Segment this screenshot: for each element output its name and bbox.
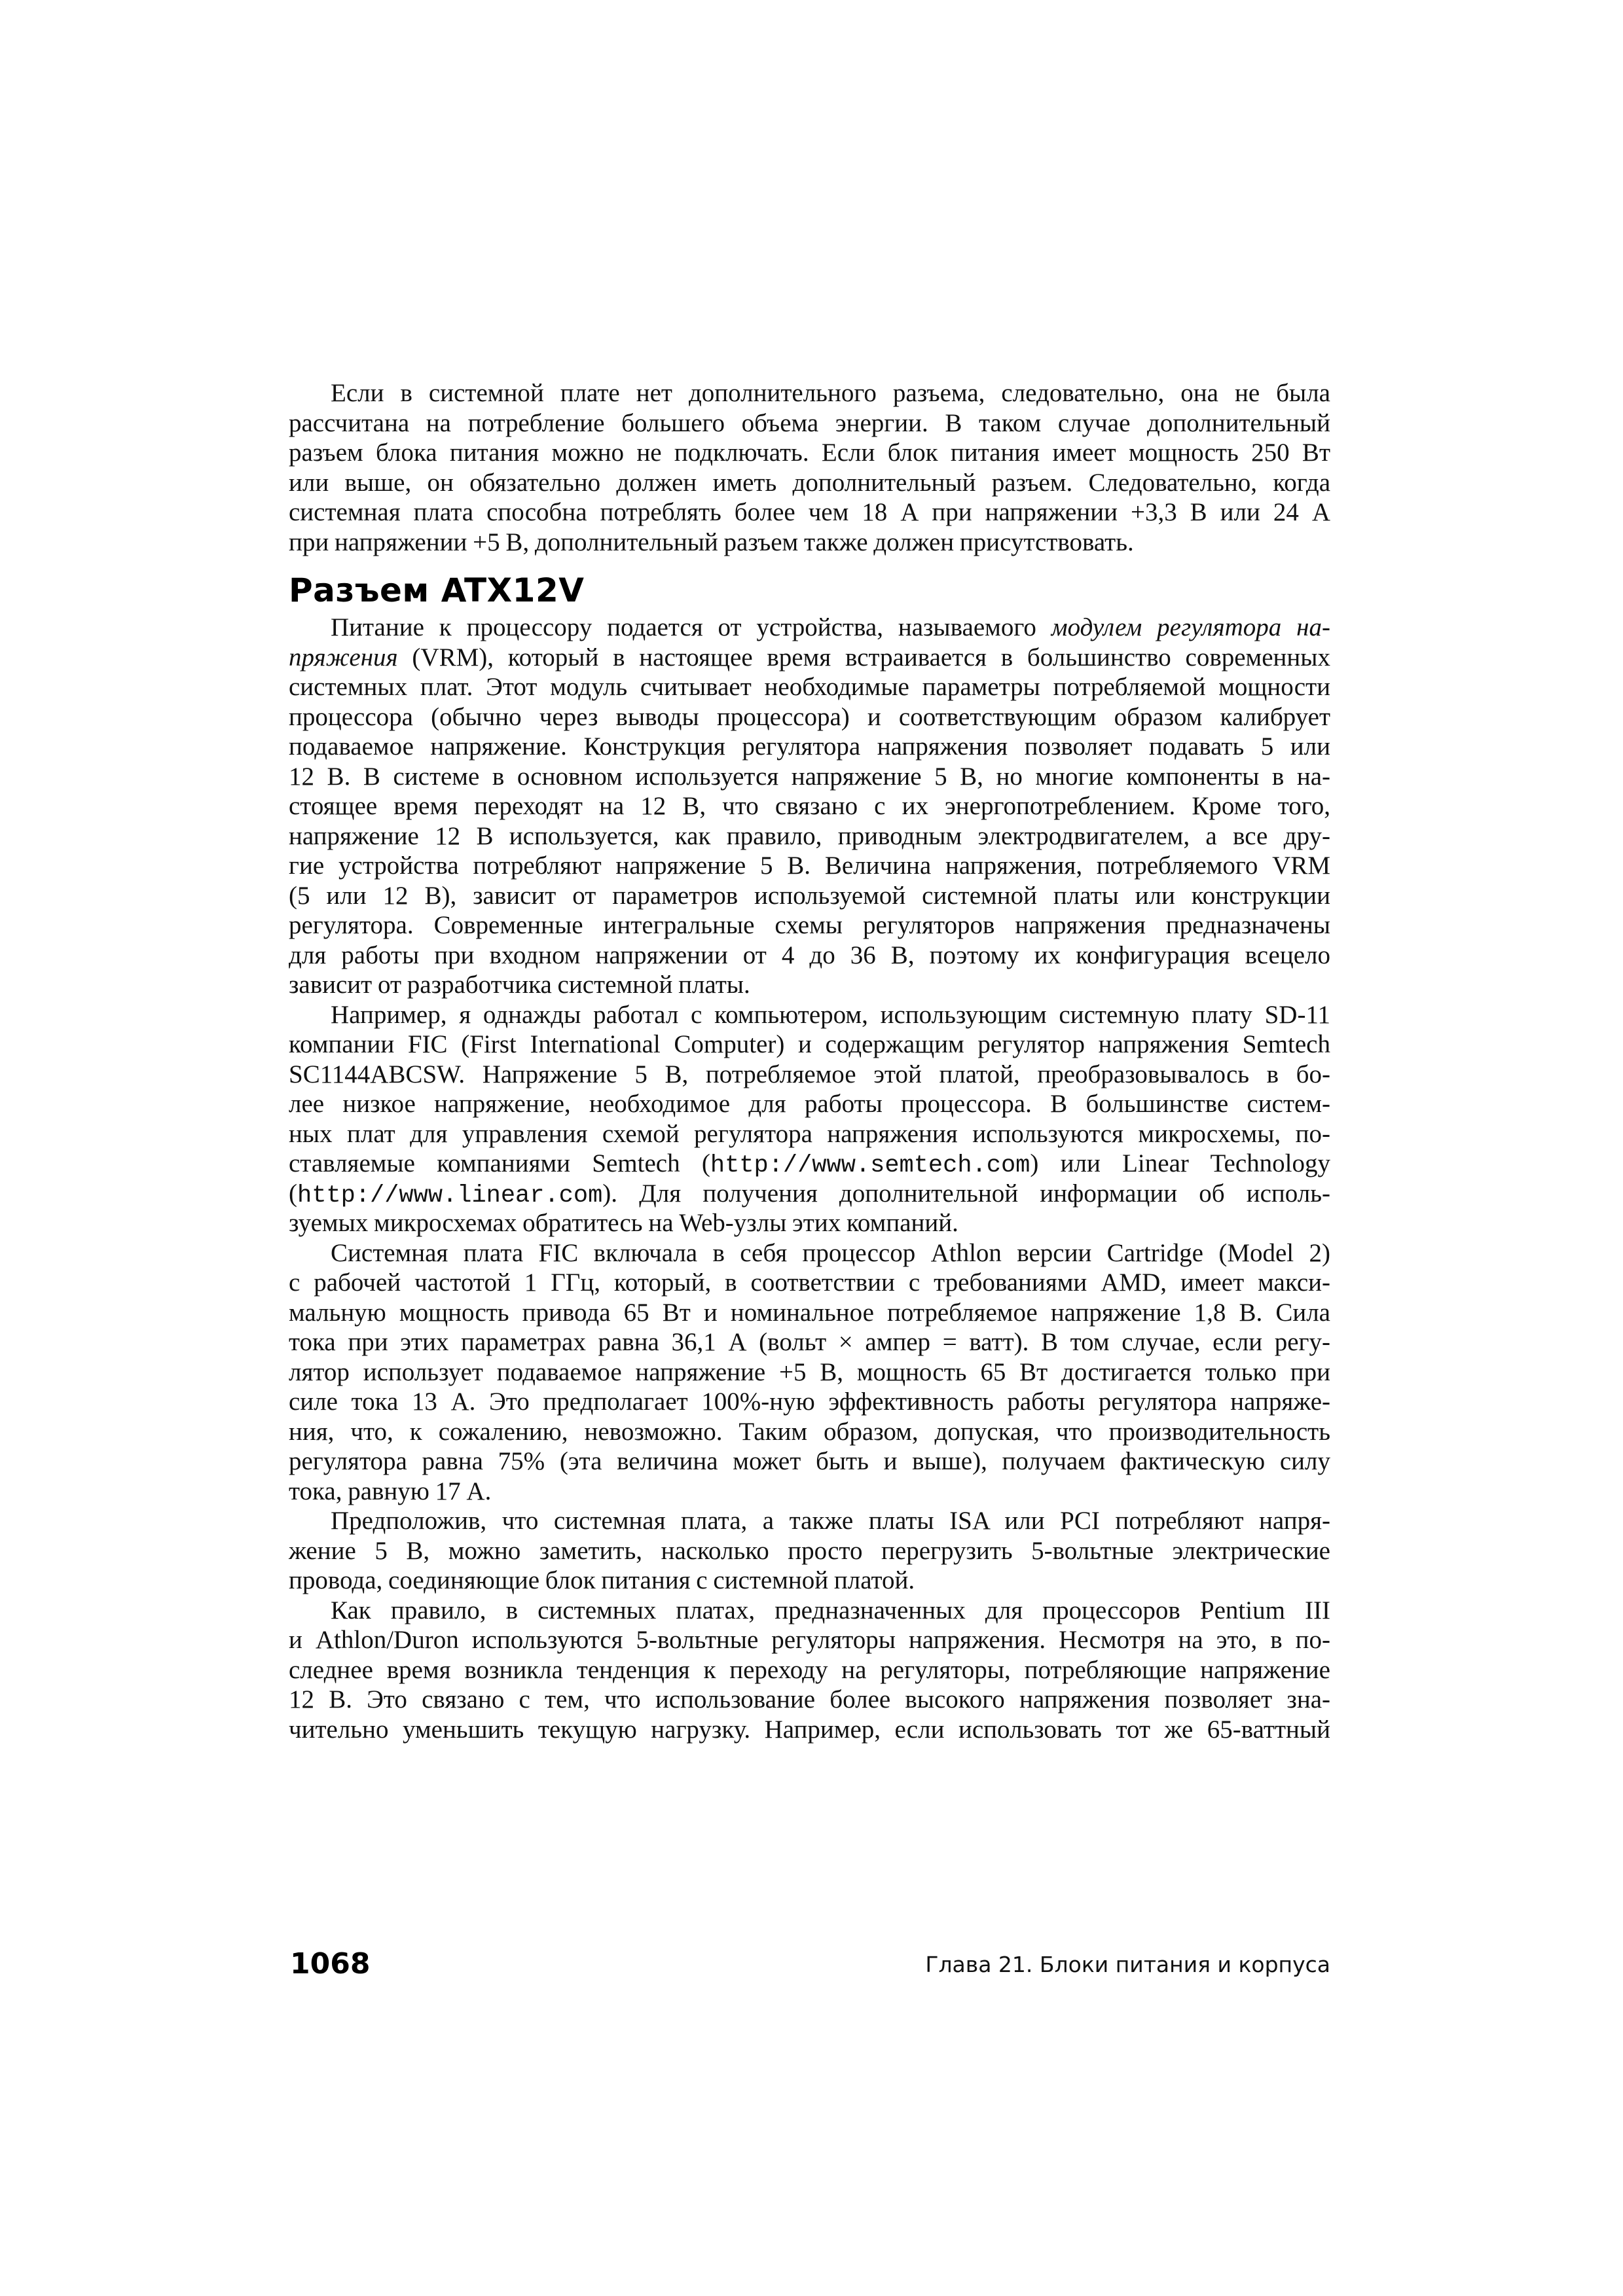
text-run: Если в системной плате нет дополнительного разъема, следовательно, она не была bbox=[331, 379, 1330, 407]
text-run: следнее время возникла тенденция к переходу на регуляторы, потребляющие напряжение bbox=[289, 1655, 1330, 1684]
text-run: для работы при входном напряжении от 4 до 36 В, поэтому их конфигурация всецело bbox=[289, 941, 1330, 969]
text-line bbox=[289, 1208, 1330, 1238]
text-run: Например, я однажды работал с компьютером, использующим системную плату SD-11 bbox=[331, 1000, 1330, 1029]
text-run: Предположив, что системная плата, а также платы ISA или PCI потребляют напря- bbox=[331, 1507, 1330, 1535]
paragraph bbox=[289, 1506, 1330, 1596]
text-line bbox=[289, 821, 1330, 852]
paragraph bbox=[289, 613, 1330, 1000]
text-line bbox=[289, 1119, 1330, 1149]
text-run: провода, соединяющие блок питания с системной платой. bbox=[289, 1566, 915, 1594]
italic-term: пряжения bbox=[289, 643, 398, 672]
text-line bbox=[289, 1089, 1330, 1119]
italic-term: модулем регулятора на- bbox=[1051, 613, 1330, 641]
text-run: ) или Linear Technology bbox=[1030, 1149, 1330, 1177]
text-run: процессора (обычно через выводы процессора) и соответствующим образом калибрует bbox=[289, 702, 1330, 731]
text-line bbox=[289, 1625, 1330, 1655]
text-line bbox=[289, 1596, 1330, 1626]
text-line bbox=[289, 1238, 1330, 1268]
text-run: (VRM), который в настоящее время встраивается в большинство современных bbox=[397, 643, 1330, 672]
text-line bbox=[289, 1477, 1330, 1507]
text-line bbox=[289, 910, 1330, 941]
text-line bbox=[289, 1685, 1330, 1715]
text-run: ния, что, к сожалению, невозможно. Таким образом, допуская, что производительность bbox=[289, 1417, 1330, 1446]
text-run: ставляемые компаниями Semtech ( bbox=[289, 1149, 710, 1177]
url-text: http://www.linear.com bbox=[297, 1181, 603, 1210]
text-line bbox=[289, 1268, 1330, 1298]
text-line bbox=[289, 1000, 1330, 1030]
text-line bbox=[289, 1417, 1330, 1447]
text-run: компании FIC (First International Computer) и содержащим регулятор напряжения Semtech bbox=[289, 1030, 1330, 1058]
text-line bbox=[289, 970, 1330, 1000]
text-line bbox=[289, 881, 1330, 911]
text-line bbox=[289, 702, 1330, 732]
text-run: 12 В. Это связано с тем, что использование более высокого напряжения позволяет зна- bbox=[289, 1685, 1330, 1713]
text-line bbox=[289, 613, 1330, 643]
text-line bbox=[289, 1655, 1330, 1685]
text-run: Как правило, в системных платах, предназначенных для процессоров Pentium III bbox=[331, 1596, 1330, 1624]
text-run: чительно уменьшить текущую нагрузку. Например, если использовать тот же 65-ваттный bbox=[289, 1715, 1330, 1744]
text-line bbox=[289, 762, 1330, 792]
text-line bbox=[289, 672, 1330, 702]
text-run: разъем блока питания можно не подключать. Если блок питания имеет мощность 250 Вт bbox=[289, 439, 1330, 467]
text-run: ных плат для управления схемой регулятора напряжения используются микросхемы, по- bbox=[289, 1119, 1330, 1148]
text-run: зависит от разработчика системной платы. bbox=[289, 971, 750, 999]
text-run: регулятора равна 75% (эта величина может быть и выше), получаем фактическую силу bbox=[289, 1447, 1330, 1475]
text-run: при напряжении +5 В, дополнительный разъем также должен присутствовать. bbox=[289, 528, 1134, 556]
paragraph bbox=[289, 1000, 1330, 1238]
text-line bbox=[289, 1446, 1330, 1477]
text-run: и Athlon/Duron используются 5-вольтные регуляторы напряжения. Несмотря на это, в по- bbox=[289, 1626, 1330, 1654]
text-run: регулятора. Современные интегральные схемы регуляторов напряжения предназначены bbox=[289, 911, 1330, 939]
text-run: Питание к процессору подается от устройства, называемого bbox=[331, 613, 1051, 641]
page-number: 1068 bbox=[290, 1947, 371, 1981]
running-footer-chapter-title: Глава 21. Блоки питания и корпуса bbox=[925, 1952, 1330, 1977]
text-run: ). Для получения дополнительной информации об исполь- bbox=[602, 1179, 1330, 1208]
text-line bbox=[289, 851, 1330, 881]
section-heading: Разъем ATX12V bbox=[289, 571, 585, 609]
text-line bbox=[289, 468, 1330, 498]
text-line bbox=[289, 438, 1330, 468]
text-run: системных плат. Этот модуль считывает необходимые параметры потребляемой мощности bbox=[289, 673, 1330, 701]
text-line bbox=[289, 1715, 1330, 1745]
text-line bbox=[289, 408, 1330, 439]
text-line bbox=[289, 1030, 1330, 1060]
text-line bbox=[289, 1357, 1330, 1388]
text-run: стоящее время переходят на 12 В, что связано с их энергопотреблением. Кроме того, bbox=[289, 792, 1330, 820]
text-line bbox=[289, 791, 1330, 821]
text-line bbox=[289, 1149, 1330, 1179]
text-line bbox=[289, 1536, 1330, 1566]
text-line bbox=[289, 378, 1330, 408]
text-line bbox=[289, 497, 1330, 528]
text-line bbox=[289, 941, 1330, 971]
paragraph bbox=[289, 378, 1330, 557]
text-run: жение 5 В, можно заметить, насколько просто перегрузить 5-вольтные электрические bbox=[289, 1536, 1330, 1565]
text-run: рассчитана на потребление большего объема энергии. В таком случае дополнительный bbox=[289, 408, 1330, 437]
text-run: мальную мощность привода 65 Вт и номинальное потребляемое напряжение 1,8 В. Сила bbox=[289, 1298, 1330, 1327]
text-run: тока при этих параметрах равна 36,1 А (вольт × ампер = ватт). В том случае, если регу- bbox=[289, 1328, 1330, 1356]
text-run: Системная плата FIC включала в себя процессор Athlon версии Cartridge (Model 2) bbox=[331, 1238, 1330, 1267]
text-line bbox=[289, 1566, 1330, 1596]
text-run: силе тока 13 А. Это предполагает 100%-ную эффективность работы регулятора напряже- bbox=[289, 1388, 1330, 1416]
text-line bbox=[289, 1179, 1330, 1209]
text-run: лятор использует подаваемое напряжение +5 В, мощность 65 Вт достигается только при bbox=[289, 1357, 1330, 1386]
text-run: напряжение 12 В используется, как правило, приводным электродвигателем, а все дру- bbox=[289, 821, 1330, 850]
text-run: системная плата способна потреблять более чем 18 А при напряжении +3,3 В или 24 А bbox=[289, 498, 1330, 526]
text-run: ( bbox=[289, 1179, 297, 1208]
url-text: http://www.semtech.com bbox=[710, 1152, 1030, 1179]
text-run: SC1144ABCSW. Напряжение 5 В, потребляемое этой платой, преобразовывалось в бо- bbox=[289, 1060, 1330, 1088]
text-line bbox=[289, 1327, 1330, 1357]
paragraph bbox=[289, 1596, 1330, 1745]
text-line bbox=[289, 643, 1330, 673]
text-run: лее низкое напряжение, необходимое для работы процессора. В большинстве систем- bbox=[289, 1090, 1330, 1118]
text-run: с рабочей частотой 1 ГГц, который, в соответствии с требованиями AMD, имеет макси- bbox=[289, 1268, 1330, 1297]
text-line bbox=[289, 1387, 1330, 1417]
text-run: подаваемое напряжение. Конструкция регулятора напряжения позволяет подавать 5 или bbox=[289, 732, 1330, 761]
text-line bbox=[289, 1298, 1330, 1328]
text-run: (5 или 12 В), зависит от параметров используемой системной платы или конструкции bbox=[289, 881, 1330, 910]
text-run: гие устройства потребляют напряжение 5 В. Величина напряжения, потребляемого VRM bbox=[289, 852, 1330, 880]
text-run: или выше, он обязательно должен иметь дополнительный разъем. Следовательно, когда bbox=[289, 468, 1330, 497]
text-run: зуемых микросхемах обратитесь на Web-узлы этих компаний. bbox=[289, 1209, 958, 1237]
text-line bbox=[289, 1060, 1330, 1090]
text-run: тока, равную 17 А. bbox=[289, 1477, 492, 1505]
text-line bbox=[289, 528, 1330, 558]
text-column bbox=[289, 378, 1330, 1744]
text-run: 12 В. В системе в основном используется напряжение 5 В, но многие компоненты в на- bbox=[289, 762, 1330, 791]
text-line bbox=[289, 732, 1330, 762]
text-line bbox=[289, 1506, 1330, 1536]
paragraph bbox=[289, 1238, 1330, 1507]
